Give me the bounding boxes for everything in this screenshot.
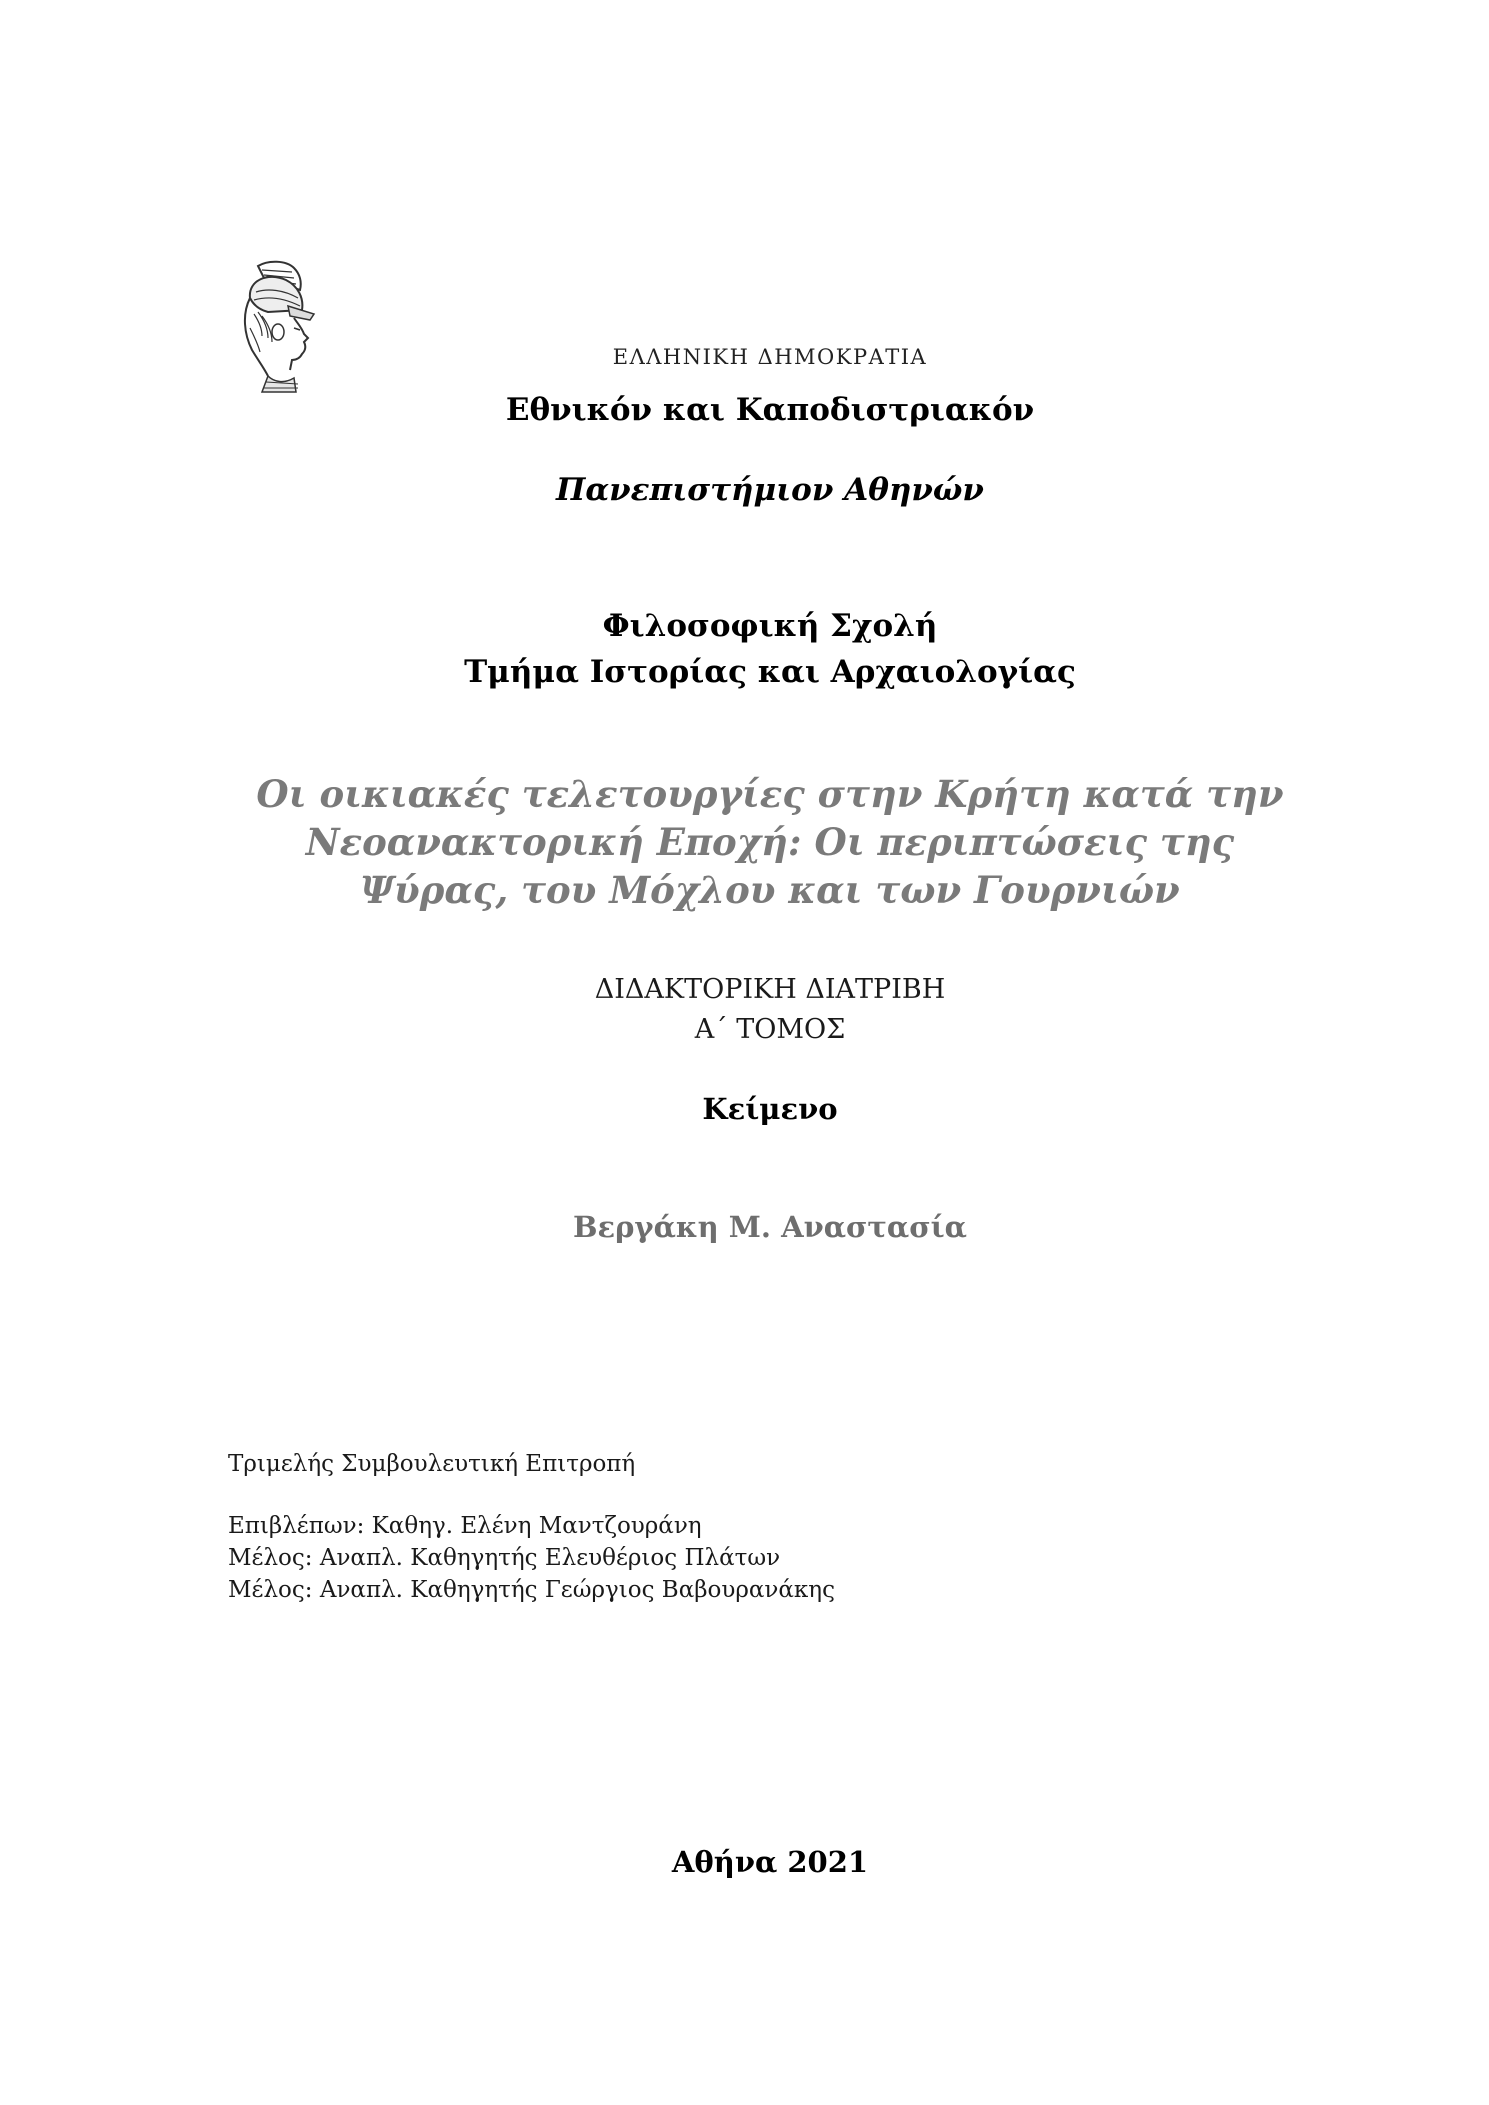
republic-heading: ΕΛΛΗΝΙΚΗ ΔΗΜΟΚΡΑΤΙΑ: [612, 345, 928, 369]
committee-member: Μέλος: Αναπλ. Καθηγητής Γεώργιος Βαβουρανάκης: [228, 1577, 835, 1603]
place-year: Αθήνα 2021: [671, 1845, 869, 1879]
university-name: Εθνικόν και Καποδιστριακόν: [505, 392, 1035, 428]
athena-head-icon: [228, 258, 324, 398]
thesis-title: [240, 770, 1300, 914]
faculty-block: [240, 603, 1300, 695]
thesis-title-line: Ψύρας, του Μόχλου και των Γουρνιών: [360, 868, 1180, 912]
advisory-committee: [228, 1448, 835, 1606]
university-city: Πανεπιστήμιον Αθηνών: [556, 472, 984, 508]
school-name: Φιλοσοφική Σχολή: [602, 608, 938, 644]
dissertation-type: ΔΙΔΑΚΤΟΡΙΚΗ ΔΙΑΤΡΙΒΗ: [594, 974, 946, 1005]
thesis-title-line: Οι οικιακές τελετουργίες στην Κρήτη κατά την: [256, 772, 1284, 816]
committee-heading: Τριμελής Συμβουλευτική Επιτροπή: [228, 1451, 636, 1477]
committee-member: Μέλος: Αναπλ. Καθηγητής Ελευθέριος Πλάτων: [228, 1545, 781, 1571]
volume-label: Α΄ ΤΟΜΟΣ: [694, 1014, 846, 1045]
department-name: Τμήμα Ιστορίας και Αρχαιολογίας: [464, 654, 1076, 690]
dissertation-block: [240, 970, 1300, 1050]
author-name: Βεργάκη Μ. Αναστασία: [573, 1210, 967, 1244]
committee-member: Επιβλέπων: Καθηγ. Ελένη Μαντζουράνη: [228, 1513, 702, 1539]
part-label: Κείμενο: [702, 1092, 838, 1126]
thesis-title-line: Νεοανακτορική Εποχή: Οι περιπτώσεις της: [305, 820, 1235, 864]
